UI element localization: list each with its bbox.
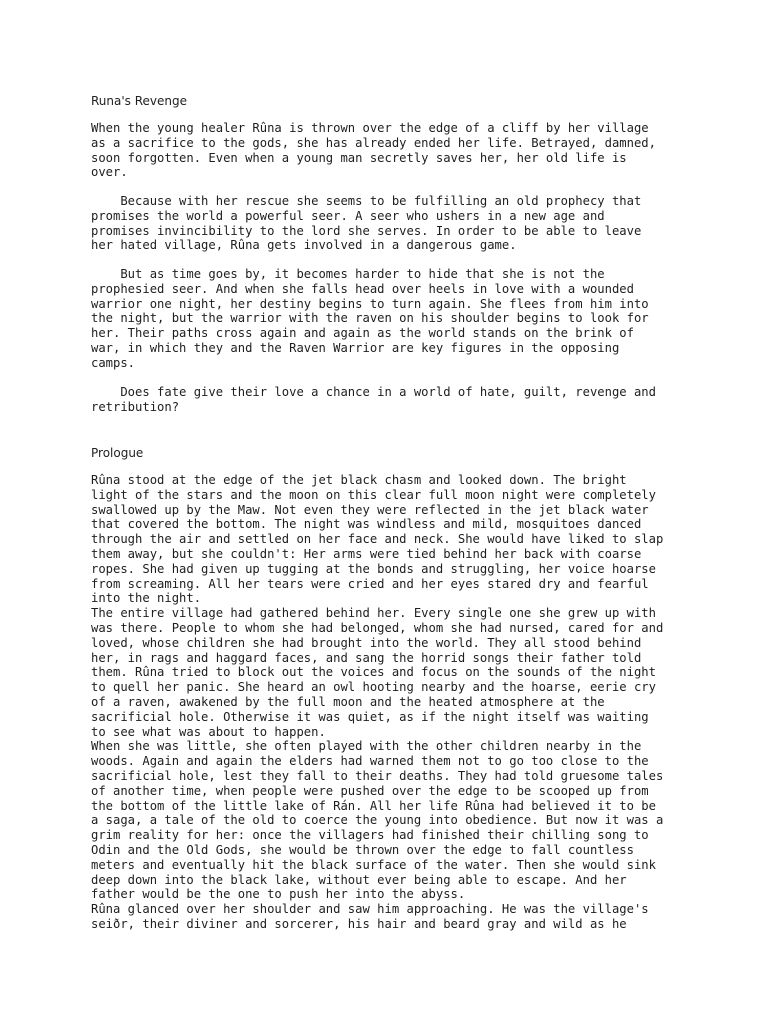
text-line: to see what was about to happen. — [91, 724, 326, 739]
text-line: deep down into the black lake, without ever being able to escape. And her — [91, 872, 627, 887]
text-line: Rûna stood at the edge of the jet black chasm and looked down. The bright — [91, 473, 627, 487]
text-line: soon forgotten. Even when a young man secretly saves her, her old life is — [91, 150, 627, 165]
text-line: her, in rags and haggard faces, and sang the horrid songs their father told — [91, 650, 642, 665]
blurb-paragraph-2 — [91, 194, 691, 253]
text-line: Does fate give their love a chance in a world of hate, guilt, revenge and — [91, 385, 656, 399]
text-line: When she was little, she often played with the other children nearby in the — [91, 739, 642, 754]
text-line: from screaming. All her tears were cried and her eyes stared dry and fearful — [91, 576, 649, 591]
text-line: into the night. — [91, 591, 202, 606]
text-line: Rûna glanced over her shoulder and saw him approaching. He was the village's — [91, 902, 649, 917]
text-line: woods. Again and again the elders had warned them not to go too close to the — [91, 754, 649, 769]
text-line: grim reality for her: once the villagers had finished their chilling song to — [91, 828, 649, 843]
text-line: The entire village had gathered behind her. Every single one she grew up with — [91, 606, 656, 621]
text-line: through the air and settled on her face and neck. She would have liked to slap — [91, 532, 664, 547]
text-line: retribution? — [91, 399, 180, 414]
text-line: them. Rûna tried to block out the voices and focus on the sounds of the night — [91, 665, 656, 680]
text-line: promises invincibility to the lord she serves. In order to be able to leave — [91, 223, 642, 238]
text-line: of a raven, awakened by the full moon and the heated atmosphere at the — [91, 694, 605, 709]
text-line: But as time goes by, it becomes harder to hide that she is not the — [91, 267, 605, 281]
text-line: to quell her panic. She heard an owl hooting nearby and the hoarse, eerie cry — [91, 680, 656, 695]
text-line: over. — [91, 165, 128, 180]
text-line: her. Their paths cross again and again as the world stands on the brink of — [91, 326, 634, 341]
text-line: her hated village, Rûna gets involved in a dangerous game. — [91, 238, 517, 253]
text-line: camps. — [91, 355, 136, 370]
text-line: father would be the one to push her into the abyss. — [91, 887, 466, 902]
text-line: them away, but she couldn't: Her arms were tied behind her back with coarse — [91, 546, 642, 561]
text-line: the bottom of the little lake of Rán. All her life Rûna had believed it to be — [91, 798, 656, 813]
text-line: warrior one night, her destiny begins to turn again. She flees from him into — [91, 296, 649, 311]
text-line: sacrificial hole, lest they fall to their deaths. They had told gruesome tales — [91, 768, 664, 783]
text-line: promises the world a powerful seer. A seer who ushers in a new age and — [91, 208, 605, 223]
prologue-text — [91, 473, 691, 932]
text-line: a saga, a tale of the old to coerce the young into obedience. But now it was a — [91, 813, 664, 828]
blurb-title: Runa's Revenge — [91, 94, 187, 108]
text-line: war, in which they and the Raven Warrior are key figures in the opposing — [91, 340, 620, 355]
text-line: prophesied seer. And when she falls head over heels in love with a wounded — [91, 281, 634, 296]
text-line: of another time, when people were pushed over the edge to be scooped up from — [91, 783, 649, 798]
text-line: light of the stars and the moon on this clear full moon night were completely — [91, 487, 656, 502]
blurb-paragraph-1 — [91, 121, 691, 180]
text-line: When the young healer Rûna is thrown over the edge of a cliff by her village — [91, 121, 649, 135]
text-line: swallowed up by the Maw. Not even they were reflected in the jet black water — [91, 502, 649, 517]
text-line: the night, but the warrior with the raven on his shoulder begins to look for — [91, 311, 649, 326]
blurb-paragraph-3 — [91, 267, 691, 371]
text-line: sacrificial hole. Otherwise it was quiet, as if the night itself was waiting — [91, 709, 649, 724]
text-line: Because with her rescue she seems to be fulfilling an old prophecy that — [91, 194, 642, 208]
text-line: meters and eventually hit the black surface of the water. Then she would sink — [91, 857, 656, 872]
text-line: seiðr, their diviner and sorcerer, his hair and beard gray and wild as he — [91, 916, 627, 931]
blurb-paragraph-4 — [91, 385, 691, 415]
text-line: that covered the bottom. The night was windless and mild, mosquitoes danced — [91, 517, 642, 532]
text-line: as a sacrifice to the gods, she has already ended her life. Betrayed, damned, — [91, 135, 656, 150]
prologue-title: Prologue — [91, 446, 144, 460]
text-line: Odin and the Old Gods, she would be thrown over the edge to fall countless — [91, 842, 634, 857]
text-line: ropes. She had given up tugging at the bonds and struggling, her voice hoarse — [91, 561, 656, 576]
text-line: loved, whose children she had brought into the world. They all stood behind — [91, 635, 642, 650]
text-line: was there. People to whom she had belonged, whom she had nursed, cared for and — [91, 620, 664, 635]
